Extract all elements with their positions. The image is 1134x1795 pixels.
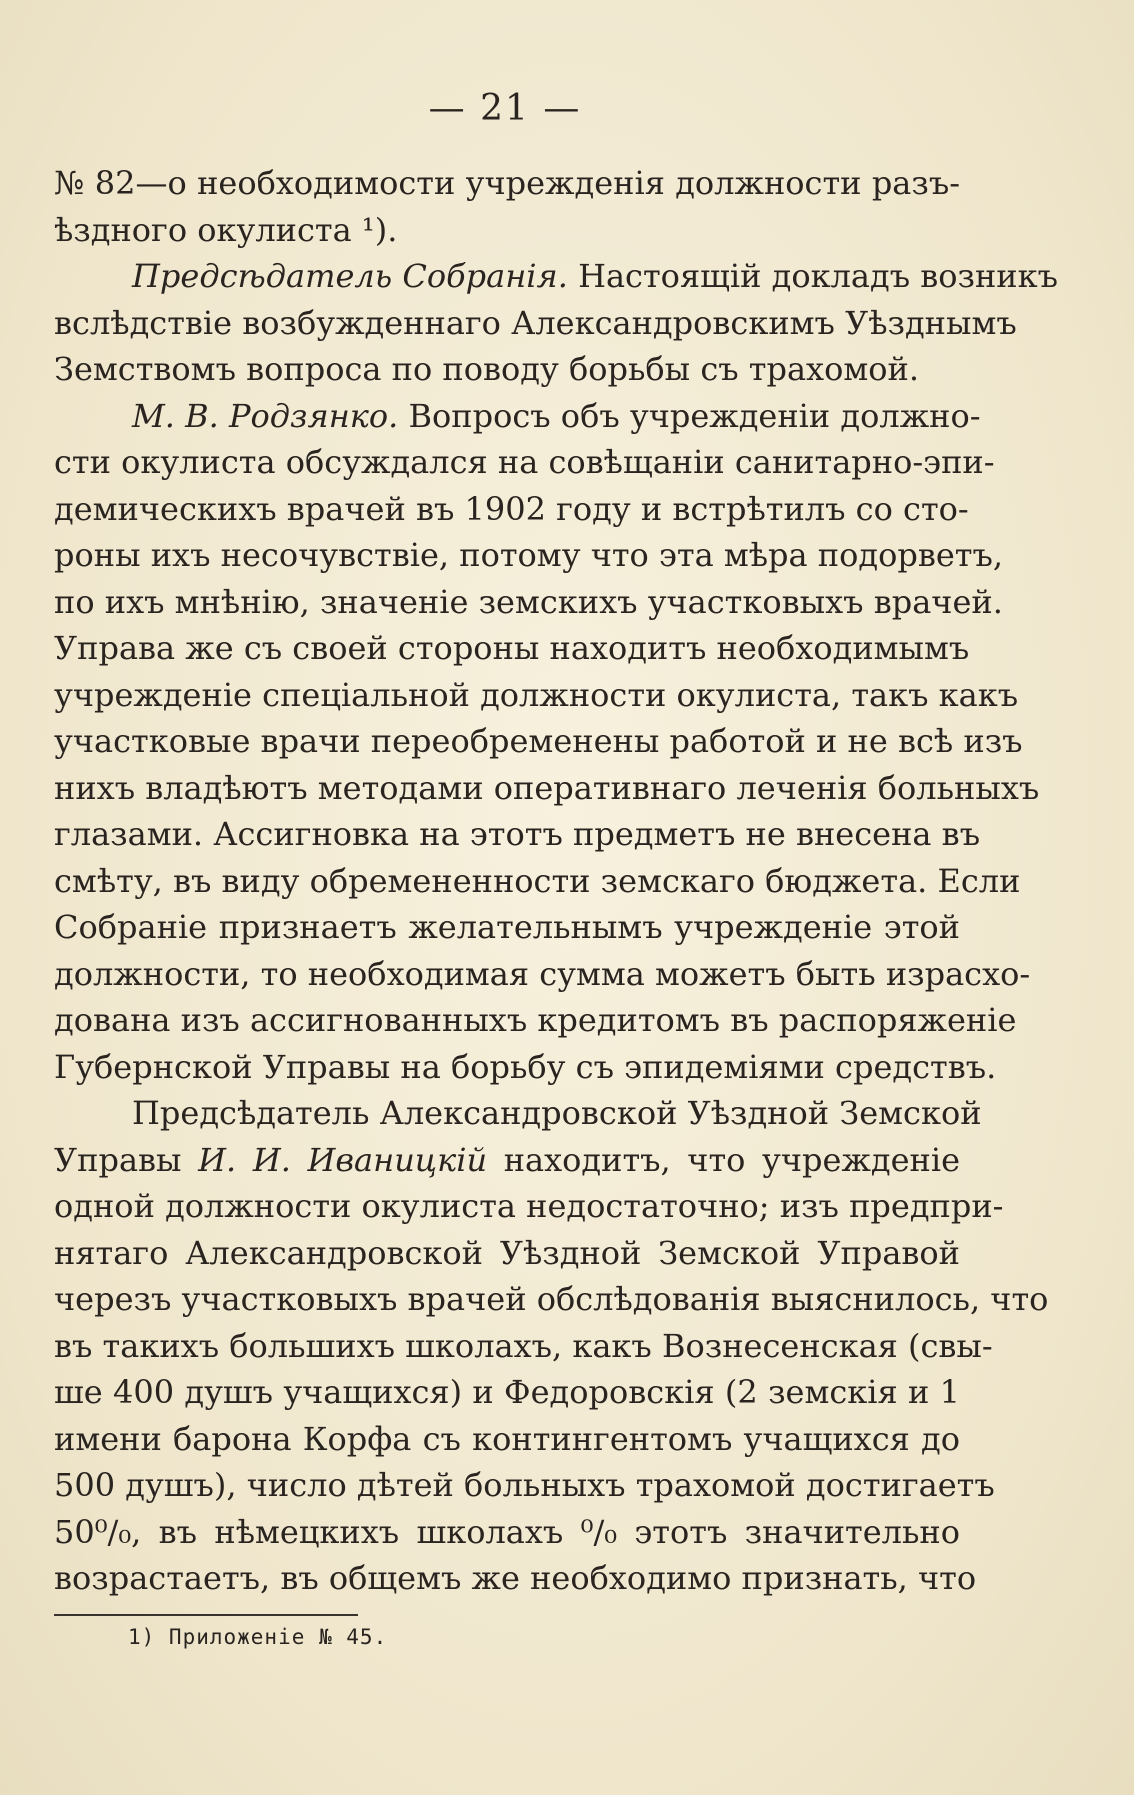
text-line: черезъ участковыхъ врачей обслѣдованія выяснилось, что — [54, 1280, 1049, 1318]
text-line: Губернской Управы на борьбу съ эпидеміями средствъ. — [54, 1047, 997, 1086]
text-line — [54, 1137, 960, 1184]
text-line: участковые врачи переобременены работой и не всѣ изъ — [54, 722, 1023, 760]
text-line: должности, то необходимая сумма можетъ быть израсхо- — [54, 954, 1031, 993]
line-text: Управы — [54, 1140, 199, 1179]
body-text — [54, 160, 1058, 1602]
text-line: смѣту, въ виду обремененности земскаго бюджета. Если — [54, 861, 1021, 900]
line-text: Вопросъ объ учрежденіи должно- — [398, 396, 981, 435]
speaker-name: И. И. Иваницкій — [198, 1140, 488, 1179]
text-line: роны ихъ несочувствіе, потому что эта мѣра подорветъ, — [54, 536, 1004, 574]
text-line: ше 400 душъ учащихся) и Федоровскія (2 земскія и 1 — [54, 1373, 960, 1411]
text-line: нятаго Александровской Уѣздной Земской Управой — [54, 1233, 960, 1272]
page-number: — 21 — — [428, 88, 582, 129]
text-line — [54, 393, 981, 440]
line-text: Настоящій докладъ возникъ — [567, 257, 1058, 295]
speaker-name: Предсѣдатель Собранія. — [132, 257, 568, 295]
text-line: Земствомъ вопроса по поводу борьбы съ трахомой. — [54, 350, 919, 388]
text-line: Предсѣдатель Александровской Уѣздной Земской — [132, 1094, 982, 1132]
footnote: 1) Приложеніе № 45. — [128, 1625, 388, 1649]
text-line: по ихъ мнѣнію, значеніе земскихъ участковыхъ врачей. — [54, 582, 1003, 621]
text-line: въ такихъ большихъ школахъ, какъ Вознесенская (свы- — [54, 1326, 993, 1365]
text-line: Управа же съ своей стороны находитъ необходимымъ — [54, 629, 970, 667]
text-line: демическихъ врачей въ 1902 году и встрѣтилъ со сто- — [54, 489, 969, 528]
line-text: находитъ, что учрежденіе — [487, 1140, 961, 1179]
text-line: глазами. Ассигновка на этотъ предметъ не внесена въ — [54, 815, 981, 853]
text-line: сти окулиста обсуждался на совѣщаніи санитарно-эпи- — [54, 443, 995, 481]
text-line: нихъ владѣютъ методами оперативнаго леченія больныхъ — [54, 768, 1040, 807]
text-line: ѣздного окулиста ¹). — [54, 210, 398, 249]
footnote-divider — [54, 1614, 358, 1616]
text-line: 500 душъ), число дѣтей больныхъ трахомой достигаетъ — [54, 1466, 995, 1504]
text-line: 50⁰/₀, въ нѣмецкихъ школахъ ⁰/₀ этотъ значительно — [54, 1512, 960, 1551]
speaker-name: М. В. Родзянко. — [132, 396, 399, 435]
text-line — [54, 253, 1058, 300]
text-line: одной должности окулиста недостаточно; изъ предпри- — [54, 1187, 1004, 1225]
text-line: возрастаетъ, въ общемъ же необходимо признать, что — [54, 1559, 977, 1597]
text-line: вслѣдствіе возбужденнаго Александровскимъ Уѣзднымъ — [54, 303, 1017, 342]
text-line: № 82—о необходимости учрежденія должности разъ- — [54, 164, 960, 202]
text-line: учрежденіе спеціальной должности окулиста, такъ какъ — [54, 675, 1019, 714]
text-line: имени барона Корфа съ контингентомъ учащихся до — [54, 1419, 960, 1458]
text-line: дована изъ ассигнованныхъ кредитомъ въ распоряженіе — [54, 1001, 1017, 1039]
text-line: Собраніе признаетъ желательнымъ учрежденіе этой — [54, 908, 960, 946]
